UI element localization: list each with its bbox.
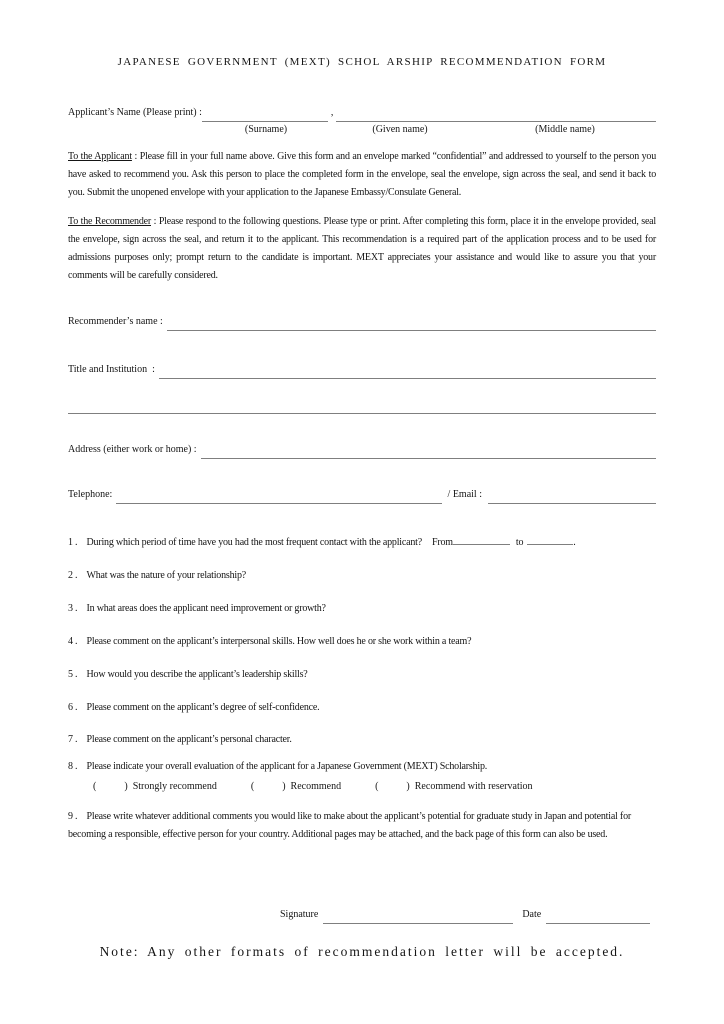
date-field[interactable]	[546, 922, 650, 924]
option-recommend-with-reservation-label: Recommend with reservation	[414, 781, 533, 792]
checkbox-paren-open: (	[375, 781, 379, 792]
question-1-period: .	[573, 537, 576, 548]
recommender-name-row	[68, 313, 656, 331]
to-recommender-paragraph	[68, 213, 656, 285]
question-8	[68, 758, 656, 776]
question-3	[68, 600, 656, 618]
from-date-field[interactable]	[453, 544, 510, 545]
title-institution-field[interactable]	[159, 377, 656, 379]
date-label: Date	[522, 909, 542, 920]
applicant-name-label: Applicant’s Name (Please print) :	[68, 107, 202, 118]
question-3-number: 3.	[68, 603, 80, 614]
question-6-number: 6.	[68, 702, 80, 713]
applicant-name-row	[68, 104, 656, 122]
signature-field[interactable]	[323, 922, 513, 924]
question-1	[68, 534, 656, 552]
middle-name-label: (Middle name)	[535, 124, 595, 135]
surname-label: (Surname)	[244, 124, 288, 135]
question-9-text: Please write whatever additional comments you would like to make about the applicant’s potential for graduate study in Japan and potential for becoming a responsible, effective person for your country. Additional pages may be attached, and the back page of this form can also be used.	[68, 811, 631, 840]
question-5	[68, 666, 656, 684]
applicant-surname-field[interactable]	[202, 120, 328, 122]
question-6-text: Please comment on the applicant’s degree of self-confidence.	[86, 702, 320, 713]
to-recommender-body: : Please respond to the following questions. Please type or print. After completing this form, place it in the envelope provided, seal the envelope, sign across the seal, and return it to the applicant. This recommendation is a required part of the application process and to be used for admissions purposes only; prompt return to the candidate is important. MEXT appreciates your assistance and would like to assure you that your comments will be carefully considered.	[68, 216, 657, 281]
email-label: / Email :	[447, 489, 482, 500]
email-field[interactable]	[488, 502, 656, 504]
checkbox-paren-open: (	[250, 781, 255, 792]
address-label: Address (either work or home) :	[68, 444, 197, 455]
telephone-label: Telephone:	[68, 489, 113, 500]
recommender-name-field[interactable]	[167, 329, 656, 331]
name-separator: ,	[330, 107, 334, 118]
question-8-text: Please indicate your overall evaluation of the applicant for a Japanese Government (MEXT) Scholarship.	[86, 761, 488, 772]
from-label: From	[431, 537, 453, 548]
title-institution-field-line2[interactable]	[68, 413, 656, 414]
to-recommender-heading: To the Recommender	[68, 216, 151, 227]
checkbox-paren-open: (	[93, 781, 97, 792]
to-date-field[interactable]	[527, 544, 573, 545]
question-7-number: 7.	[68, 734, 80, 745]
question-2-number: 2.	[68, 570, 80, 581]
question-5-text: How would you describe the applicant’s leadership skills?	[86, 669, 308, 680]
address-field[interactable]	[201, 457, 656, 459]
option-recommend-label: Recommend	[290, 781, 342, 792]
question-9-number: 9.	[68, 811, 80, 822]
to-applicant-body: : Please fill in your full name above. Give this form and an envelope marked “confidential” and addressed to yourself to the person you have asked to recommend you. Ask this person to place the completed form in the envelope, seal the envelope, sign across the seal, and send it back to you. Submit the unopened envelope with your application to the Japanese Embassy/Consulate General.	[68, 151, 656, 198]
given-name-label: (Given name)	[372, 124, 428, 135]
option-recommend-with-reservation[interactable]	[375, 778, 532, 796]
question-9	[68, 808, 656, 844]
question-3-text: In what areas does the applicant need improvement or growth?	[86, 603, 326, 614]
question-1-text: During which period of time have you had the most frequent contact with the applicant?	[86, 537, 422, 548]
to-label: to	[515, 537, 524, 548]
question-1-number: 1.	[68, 537, 80, 548]
signature-label: Signature	[280, 909, 319, 920]
question-2	[68, 567, 656, 585]
question-5-number: 5.	[68, 669, 80, 680]
telephone-field[interactable]	[116, 502, 441, 504]
question-8-number: 8.	[68, 761, 80, 772]
checkbox-paren-close: )	[282, 781, 286, 792]
signature-row	[280, 906, 650, 924]
to-applicant-heading: To the Applicant	[68, 151, 132, 162]
form-title: JAPANESE GOVERNMENT (MEXT) SCHOL ARSHIP RECOMMENDATION FORM	[117, 56, 607, 68]
question-4-text: Please comment on the applicant’s interpersonal skills. How well does he or she work within a team?	[86, 636, 472, 647]
option-strongly-recommend-label: Strongly recommend	[132, 781, 217, 792]
recommender-name-label: Recommender’s name :	[68, 316, 163, 327]
option-strongly-recommend[interactable]	[93, 778, 217, 796]
question-6	[68, 699, 656, 717]
title-institution-row	[68, 361, 656, 379]
question-8-options	[93, 778, 533, 796]
title-institution-label: Title and Institution :	[68, 364, 155, 375]
to-applicant-paragraph	[68, 148, 656, 202]
telephone-email-row	[68, 486, 656, 504]
applicant-given-middle-field[interactable]	[336, 120, 656, 122]
question-7	[68, 731, 656, 749]
option-recommend[interactable]	[251, 778, 341, 796]
address-row	[68, 441, 656, 459]
checkbox-paren-close: )	[124, 781, 128, 792]
question-4-number: 4.	[68, 636, 80, 647]
bottom-note: Note: Any other formats of recommendation letter will be accepted.	[99, 944, 625, 959]
question-4	[68, 633, 656, 651]
question-7-text: Please comment on the applicant’s personal character.	[86, 734, 292, 745]
checkbox-paren-close: )	[406, 781, 410, 792]
applicant-name-sublabels	[0, 123, 724, 137]
question-2-text: What was the nature of your relationship?	[86, 570, 247, 581]
